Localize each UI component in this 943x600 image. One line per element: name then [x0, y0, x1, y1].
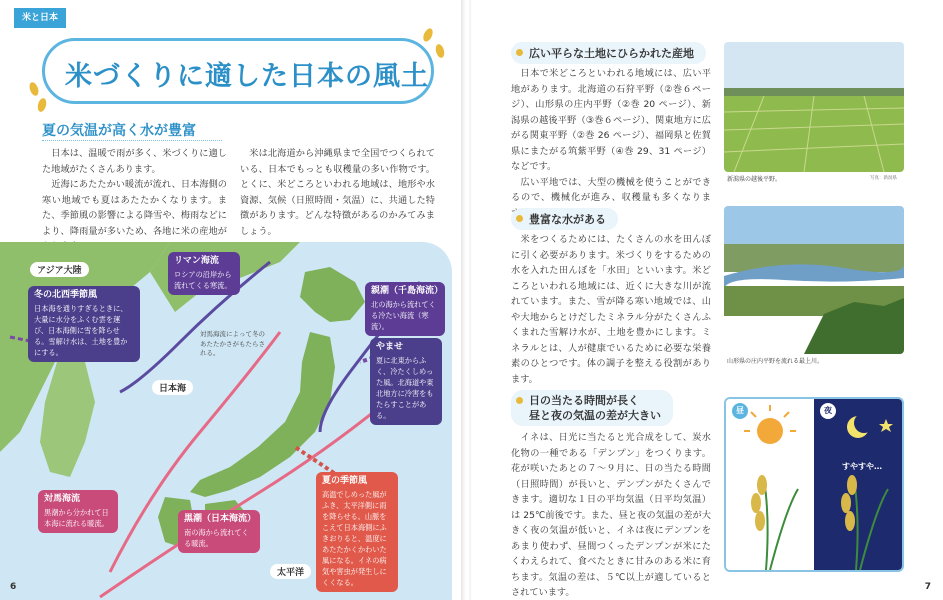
- kuroshio-text: 南の海から流れてくる暖流。: [184, 528, 249, 548]
- summer-monsoon-box: [316, 472, 398, 592]
- echigo-plain-image: [724, 42, 904, 172]
- winter-monsoon-box: [28, 286, 140, 362]
- oyashio-text: 北の海から流れてくる冷たい海流（寒流）。: [371, 300, 436, 331]
- liman-current-text: ロシアの沿岸から流れてくる寒流。: [174, 270, 232, 290]
- left-subheading: 夏の気温が高く水が豊富: [42, 123, 196, 139]
- rice-grain-icon: [434, 43, 445, 59]
- heading-sunshine-line2: 昼と夜の気温の差が大きい: [529, 409, 661, 422]
- tsushima-note: 対馬海流によって冬のあたたかさがもたらされる。: [200, 330, 265, 357]
- rice-plant-day-icon: [751, 475, 798, 570]
- japan-climate-map: [0, 242, 452, 600]
- mogami-river-image: [724, 206, 904, 354]
- horizon-trees: [724, 88, 904, 96]
- kuroshio-title: 黒潮（日本海流）: [184, 514, 257, 524]
- rice-grain-icon: [36, 97, 47, 113]
- rice-fields: [724, 96, 904, 172]
- label-japan-sea: 日本海: [152, 380, 193, 395]
- winter-monsoon-text: 日本海を通りすぎるときに、大量に水分をふくむ雲を運び、日本海側に雪を降らせる。雪解け水は、土地を豊かにする。: [34, 304, 128, 357]
- label-pacific: 太平洋: [270, 564, 311, 579]
- subheading-underline: [42, 140, 222, 141]
- left-column-2: 米は北海道から沖縄県まで全国でつくられている、日本でもっとも収穫量の多い作物です。とくに、米どころといわれる地域は、地形や水資源、気候（日照時間・気温）に、共通した特徴があります。どんな特徴があるのかみてみましょう。: [240, 148, 435, 237]
- caption-mogami: 山形県の庄内平野を流れる最上川。: [727, 358, 824, 365]
- star-icon: [879, 419, 893, 432]
- sleep-text: すやすや…: [842, 462, 882, 471]
- main-title-box: [42, 38, 434, 104]
- tsushima-current-box: [38, 490, 118, 533]
- photo-echigo-plain: [724, 42, 904, 172]
- day-label: 昼: [732, 403, 748, 419]
- night-label: 夜: [820, 403, 836, 419]
- paragraph-water: 米をつくるためには、たくさんの水を田んぼに引く必要があります。米づくりをするための水を入れた田んぼを「水田」といいます。米どころといわれる地域には、近くに大きな川が流れています。また、雪が降る寒い地域では、山や大地からとけだしたミネラル分がたくさんふくまれた雪解け水が、土地を豊かにします。ミネラルとは、人が健康でいるために必要な栄養素のひとつです。体の調子を整える役割があります。: [511, 234, 711, 385]
- rice-grain-icon: [28, 81, 40, 97]
- kuroshio-box: [178, 510, 260, 553]
- rice-grain-icon: [516, 49, 523, 56]
- page-title: 米づくりに適した日本の風土: [65, 61, 429, 92]
- yamase-title: やませ: [376, 342, 404, 352]
- yamase-box: [370, 338, 442, 425]
- tsushima-current-text: 黒潮から分かれて日本海に流れる暖流。: [44, 508, 109, 528]
- paragraph-sunshine: イネは、日光に当たると光合成をして、炭水化物の一種である「デンプン」をつくります。花が咲いたあとの７〜９月に、日の当たる時間（日照時間）が長いと、デンプンがたくさんできます。適切な１日の平均気温（日平均気温）は 25℃前後です。また、昼と夜の気温の差が大きく夜の気温が低いと、イネは夜にデンプンをあまり使わず、昼間つくったデンプンが米にたくわえられて、食べたときに甘みのある米に育ちます。気温の差は、５℃以上が適しているとされています。: [511, 432, 711, 598]
- heading-sunshine-line1: 日の当たる時間が長く: [529, 394, 639, 407]
- hokkaido: [300, 267, 365, 322]
- liman-current-title: リマン海流: [174, 256, 219, 266]
- summer-monsoon-text: 高温でしめった風がふき、太平洋側に雨を降らせる。山脈をこえて日本海側にふきおりると、温度にあたたかくかわいた風になる。イネの病気や害虫が発生しにくくなる。: [322, 490, 387, 587]
- rice-grain-icon: [516, 397, 523, 404]
- sun-icon: [744, 405, 796, 444]
- rice-grain-icon: [516, 215, 523, 222]
- heading-water: [511, 208, 618, 230]
- paragraph-flat-land: 日本で米どころといわれる地域には、広い平地があります。北海道の石狩平野（②巻６ページ）、山形県の庄内平野（②巻 20 ページ）、新潟県の越後平野（③巻６ページ）、関東地方に広がる関東平野（②巻 26 ページ）、福岡県と佐賀県にまたがる筑紫平野（④巻 29、31 ページ）などです。 広い平地では、大型の機械を使うことができるので、機械化が進み、収穫量も多くなりま: [511, 68, 711, 203]
- summer-monsoon-title: 夏の季節風: [322, 476, 368, 486]
- winter-monsoon-title: 冬の北西季節風: [34, 290, 98, 300]
- day-night-drawing: [726, 399, 902, 570]
- rice-plant-night-icon: [841, 475, 888, 570]
- credit-echigo: 写真：新潟県: [870, 176, 897, 181]
- left-column-1: 日本は、温暖で雨が多く、米づくりに適した地域がたくさんあります。 近海にあたたかい暖流が流れ、日本海側の寒い地域でも夏はあたたかくなります。また、季節風の影響による降雪や、梅雨などにより、降雨量が多いため、各地に米の産地が: [42, 148, 227, 237]
- day-night-illustration: [724, 397, 904, 572]
- tsushima-current-title: 対馬海流: [44, 494, 81, 504]
- moon-icon: [847, 413, 874, 438]
- photo-mogami-river: [724, 206, 904, 354]
- rice-grain-icon: [421, 27, 434, 43]
- sky: [724, 42, 904, 92]
- section-tag: 米と日本: [14, 8, 66, 28]
- oyashio-title: 親潮（千島海流）: [371, 286, 444, 296]
- yamase-text: 夏に北東からふく、冷たくしめった風。北海道や東北地方に冷害をもたらすことがある。: [376, 356, 434, 420]
- heading-water-text: 豊富な水がある: [529, 213, 606, 226]
- page-number-right: 7: [924, 582, 931, 592]
- heading-flat-land-text: 広い平らな土地にひらかれた産地: [529, 47, 694, 60]
- page-number-left: 6: [10, 582, 17, 592]
- oyashio-box: [365, 282, 445, 336]
- liman-current-box: [168, 252, 240, 295]
- heading-flat-land: [511, 42, 706, 64]
- heading-sunshine: [511, 390, 673, 426]
- caption-echigo: 新潟県の越後平野。: [727, 176, 782, 183]
- left-page: [0, 0, 463, 600]
- label-asia: アジア大陸: [30, 262, 89, 277]
